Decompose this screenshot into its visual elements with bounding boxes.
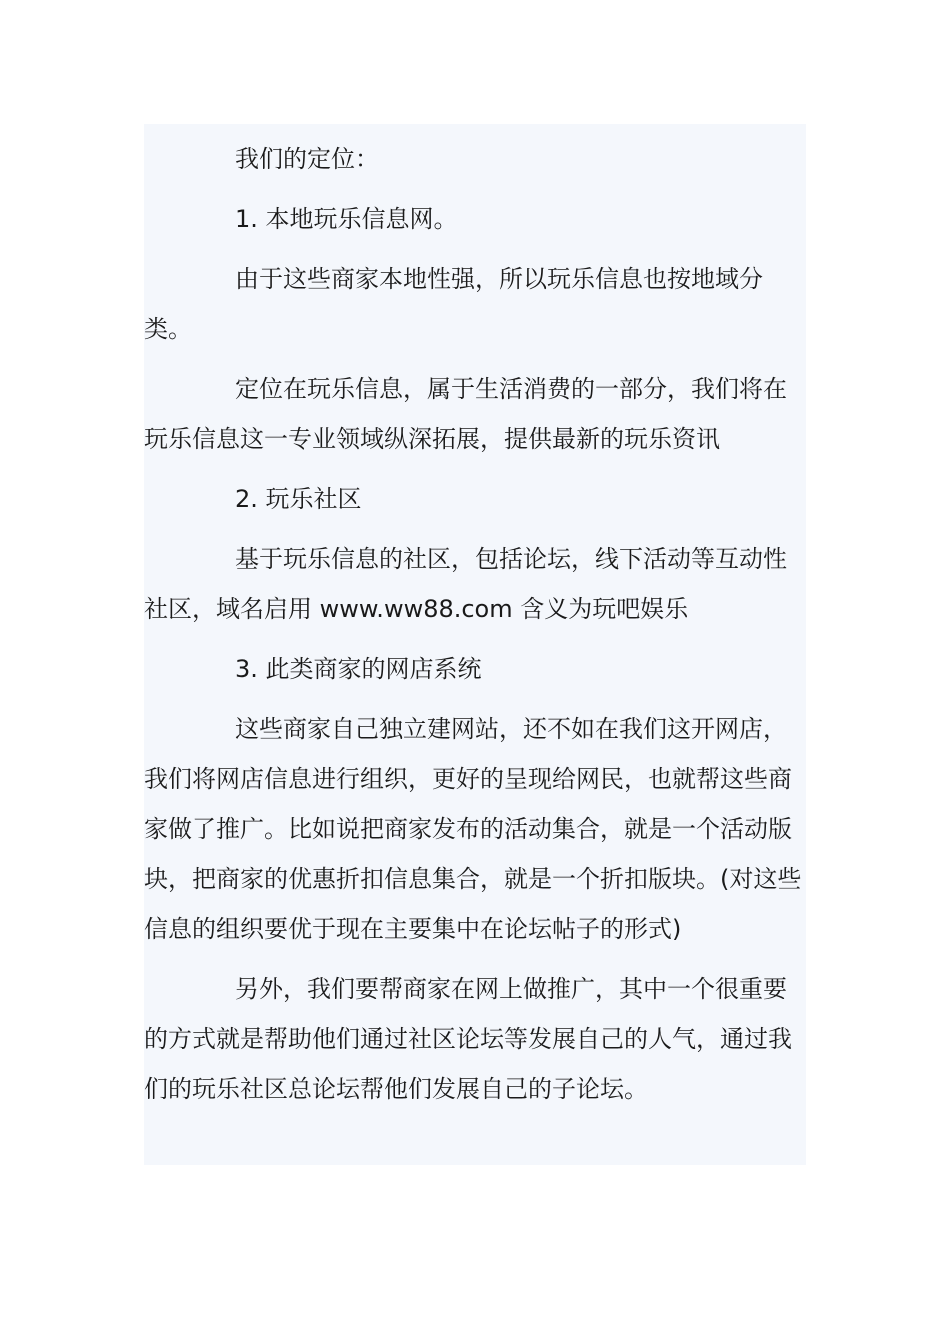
document-text-block: [144, 124, 806, 1165]
closing-paragraph: 另外，我们要帮商家在网上做推广，其中一个很重要的方式就是帮助他们通过社区论坛等发展自己的人气，通过我们的玩乐社区总论坛帮他们发展自己的子论坛。: [144, 975, 792, 1103]
item-1-paragraph-1: 由于这些商家本地性强，所以玩乐信息也按地域分类。: [144, 265, 763, 343]
item-2-paragraph: 基于玩乐信息的社区，包括论坛，线下活动等互动性社区，域名启用 www.ww88.com 含义为玩吧娱乐: [144, 545, 787, 623]
heading-positioning: 我们的定位：: [235, 145, 379, 173]
item-1-paragraph-2: 定位在玩乐信息，属于生活消费的一部分，我们将在玩乐信息这一专业领域纵深拓展，提供最新的玩乐资讯: [144, 375, 787, 453]
item-1-title: 1. 本地玩乐信息网。: [235, 205, 458, 233]
item-3-paragraph: 这些商家自己独立建网站，还不如在我们这开网店，我们将网店信息进行组织，更好的呈现给网民，也就帮这些商家做了推广。比如说把商家发布的活动集合，就是一个活动版块，把商家的优惠折扣信息集合，就是一个折扣版块。(对这些信息的组织要优于现在主要集中在论坛帖子的形式): [144, 715, 802, 943]
item-3-title: 3. 此类商家的网店系统: [235, 655, 482, 683]
item-2-title: 2. 玩乐社区: [235, 485, 362, 513]
